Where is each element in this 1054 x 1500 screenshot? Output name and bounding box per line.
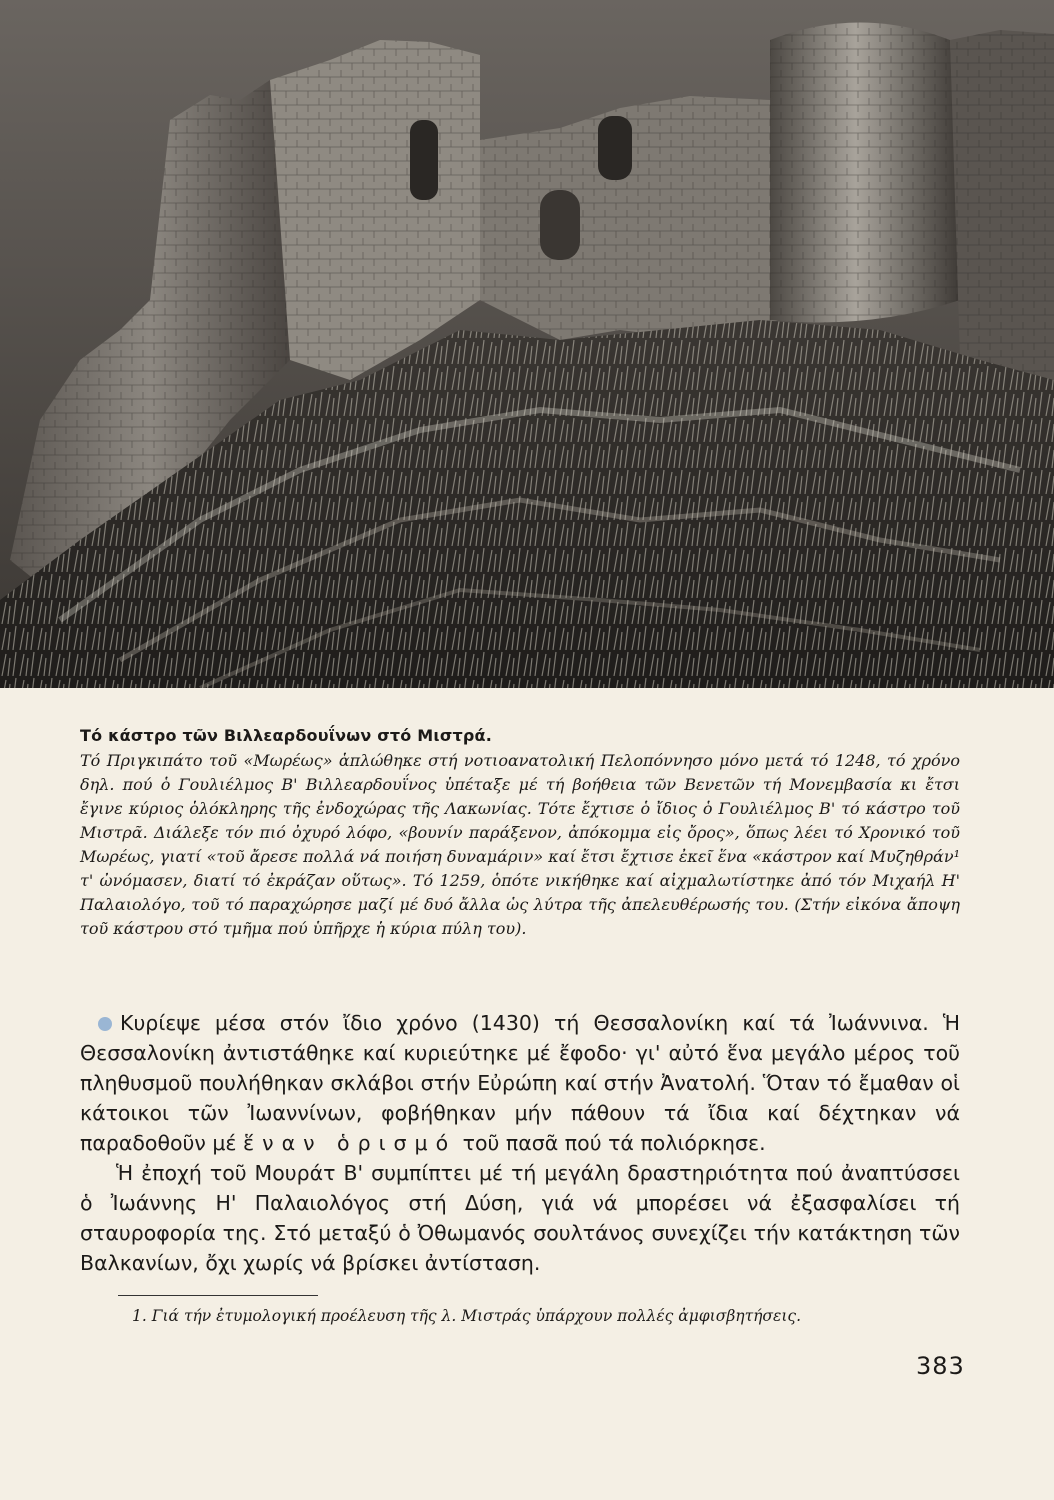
emphasis-spaced: ἕναν ὁρισμό bbox=[243, 1131, 457, 1155]
paragraph-1-end: τοῦ πασᾶ πού τά πολιόρκησε. bbox=[462, 1131, 766, 1155]
paragraph-2: Ἡ ἐποχή τοῦ Μουράτ Β' συμπίπτει μέ τή μεγάλη δραστηριότητα πού ἀναπτύσσει ὁ Ἰωάννης Η' Παλαιολόγος στή Δύση, γιά νά μπορέσει νά ἐξασφαλίσει τή σταυροφορία της. Στό μεταξύ ὁ Ὀθωμανός σουλτάνος συνεχίζει τήν κατάκτηση τῶν Βαλκανίων, ὄχι χωρίς νά βρίσκει ἀντίσταση. bbox=[80, 1161, 960, 1275]
far-right-ruins bbox=[950, 30, 1054, 380]
paragraph-1-text: Κυρίεψε μέσα στόν ἴδιο χρόνο (1430) τή Θεσσαλονίκη καί τά Ἰωάννινα. Ἡ Θεσσαλονίκη ἀντιστάθηκε καί κυριεύτηκε μέ ἔφοδο· γι' αὐτό ἕνα μεγάλο μέρος τοῦ πληθυσμοῦ πουλήθηκαν σκλάβοι στήν Εὐρώπη καί στήν Ἀνατολή. Ὅταν τό ἔμαθαν οἱ κάτοικοι τῶν Ἰωαννίνων, φοβήθηκαν μήν πάθουν τά ἴδια καί δέχτηκαν νά παραδοθοῦν μέ bbox=[80, 1011, 960, 1155]
photo-caption bbox=[80, 726, 960, 941]
wall-arch bbox=[540, 190, 580, 260]
castle-photo-illustration bbox=[0, 0, 1054, 688]
footnote: 1. Γιά τήν ἐτυμολογική προέλευση τῆς λ. Μιστράς ὑπάρχουν πολλές ἀμφισβητήσεις. bbox=[132, 1307, 802, 1325]
round-tower bbox=[770, 23, 960, 323]
page-number: 383 bbox=[916, 1352, 965, 1380]
paragraph-1 bbox=[80, 1008, 960, 1158]
caption-body: Τό Πριγκιπάτο τοῦ «Μωρέως» ἁπλώθηκε στή νοτιοανατολική Πελοπόννησο μόνο μετά τό 1248, τό χρόνο δηλ. πού ὁ Γουλιέλμος Β' Βιλλεαρδουΐνος ὑπέταξε μέ τή βοήθεια τῶν Βενετῶν τή Μονεμβασία κι ἔτσι ἔγινε κύριος ὁλόκληρης τῆς ἐνδοχώρας τῆς Λακωνίας. Τότε ἔχτισε ὁ ἴδιος ὁ Γουλιέλμος Β' τό κάστρο τοῦ Μιστρᾶ. Διάλεξε τόν πιό ὀχυρό λόφο, «βουνίν παράξενον, ἀπόκομμα εἰς ὄρος», ὅπως λέει τό Χρονικό τοῦ Μωρέως, γιατί «τοῦ ἄρεσε πολλά νά ποιήση δυναμάριν» καί ἔτσι ἔχτισε ἐκεῖ ἕνα «κάστρον καί Μυζηθράν¹ τ' ὠνόμασεν, διατί τό ἐκράζαν οὕτως». Τό 1259, ὁπότε νικήθηκε καί αἰχμαλωτίστηκε ἀπό τόν Μιχαήλ Η' Παλαιολόγο, τοῦ τό παραχώρησε μαζί μέ δυό ἄλλα ὡς λύτρα τῆς ἀπελευθέρωσής του. (Στήν εἰκόνα ἄποψη τοῦ κάστρου στό τμῆμα πού ὑπῆρχε ἡ κύρια πύλη του). bbox=[80, 751, 960, 938]
caption-title: Τό κάστρο τῶν Βιλλεαρδουΐνων στό Μιστρά. bbox=[80, 726, 493, 745]
wall-opening bbox=[410, 120, 438, 200]
footnote-divider bbox=[118, 1295, 318, 1296]
bullet-marker-icon bbox=[98, 1017, 112, 1031]
main-text bbox=[80, 1008, 960, 1278]
wall-window bbox=[598, 116, 632, 180]
castle-photograph bbox=[0, 0, 1054, 688]
